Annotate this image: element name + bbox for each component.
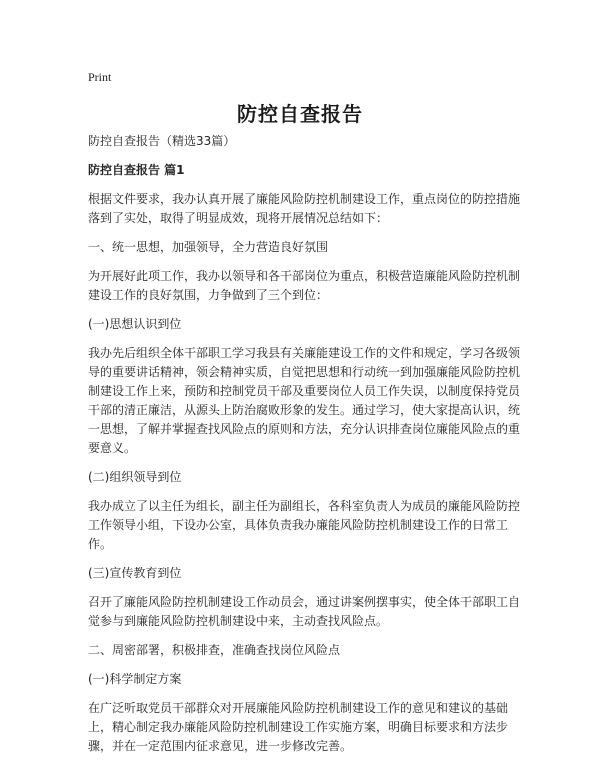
publicity-paragraph: 召开了廉能风险防控机制建设工作动员会，通过讲案例摆事实，使全体干部职工自觉参与到廉能风险防控机制建设中来，主动查找风险点。 <box>88 595 521 628</box>
section-title: 防控自查报告 篇1 <box>88 163 185 177</box>
print-link[interactable]: Print <box>88 70 112 84</box>
thought-paragraph: 我办先后组织全体干部职工学习我县有关廉能建设工作的文件和规定，学习各级领导的重要讲话精神，领会精神实质，自觉把思想和行动统一到加强廉能风险防控机制建设工作上来，预防和控制党员干部及重要岗位人员工作失误，以制度保持党员干部的清正廉洁，从源头上防治腐败形象的发生。通过学习，使大家提高认识，统一思想，了解并掌握查找风险点的原则和方法，充分认识排查岗位廉能风险点的重要意义。 <box>88 346 521 455</box>
subheading-thought: (一)思想认识到位 <box>88 317 182 331</box>
plan-paragraph: 在广泛听取党员干部群众对开展廉能风险防控机制建设工作的意见和建议的基础上，精心制定我办廉能风险防控机制建设工作实施方案，明确目标要求和方法步骤，并在一定范围内征求意见，进一步修改完善。 <box>88 701 509 753</box>
document-body <box>88 132 520 766</box>
heading-part-two: 二、周密部署，积极排查，准确查找岗位风险点 <box>88 643 341 657</box>
part-one-intro-paragraph: 为开展好此项工作，我办以领导和各干部岗位为重点，积极营造廉能风险防控机制建设工作的良好氛围，力争做到了三个到位： <box>88 269 521 302</box>
subheading-publicity: (三)宣传教育到位 <box>88 566 182 580</box>
heading-part-one: 一、统一思想，加强领导，全力营造良好氛围 <box>88 240 329 254</box>
leadership-paragraph: 我办成立了以主任为组长，副主任为副组长，各科室负责人为成员的廉能风险防控工作领导小组，下设办公室，具体负责我办廉能风险防控机制建设工作的日常工作。 <box>88 499 521 551</box>
intro-paragraph: 根据文件要求，我办认真开展了廉能风险防控机制建设工作，重点岗位的防控措施落到了实处，取得了明显成效，现将开展情况总结如下： <box>88 192 521 225</box>
subheading-leadership: (二)组织领导到位 <box>88 470 182 484</box>
document-subtitle: 防控自查报告（精选33篇） <box>88 134 236 148</box>
document-title: 防控自查报告 <box>237 102 363 126</box>
subheading-plan: (一)科学制定方案 <box>88 672 182 686</box>
